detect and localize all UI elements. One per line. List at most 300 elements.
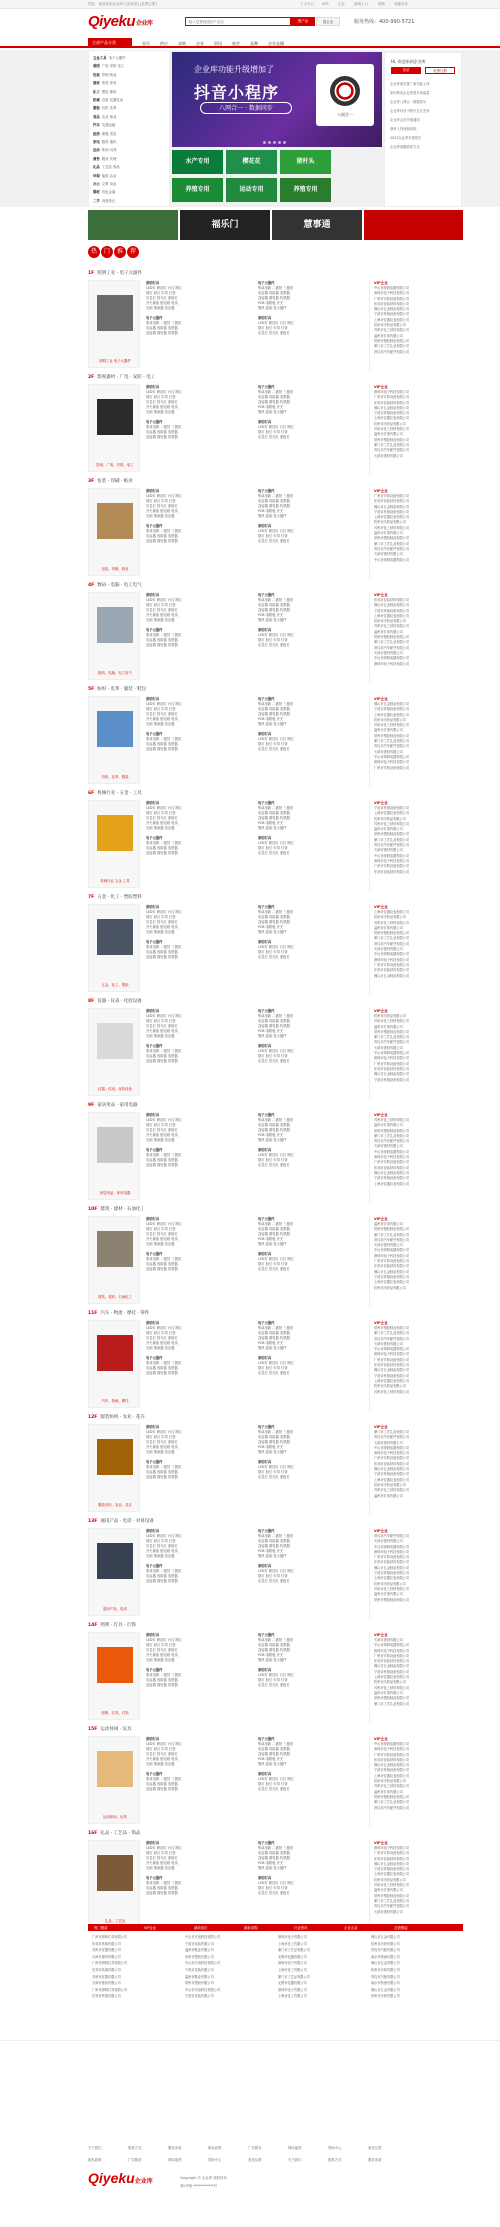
keyword-line[interactable]: LED灯 吸顶灯 台灯 路灯 [146, 494, 182, 498]
keyword-line[interactable]: 应急灯 投光灯 面板灯 [146, 920, 178, 924]
keyword-line[interactable]: PCB 电路板 开关 [258, 1653, 284, 1657]
keyword-line[interactable]: 应急灯 投光灯 面板灯 [258, 643, 290, 647]
keyword-line[interactable]: 电容器 电阻器 电感器 [258, 1227, 290, 1231]
keyword-line[interactable]: 连接器 继电器 传感器 [146, 643, 178, 647]
column-heading[interactable]: 电子元器件 [258, 1009, 275, 1013]
keyword-line[interactable]: 连接器 继电器 传感器 [258, 1856, 290, 1860]
keyword-line[interactable]: 筒灯 射灯 灯带 灯管 [146, 603, 176, 607]
keyword-line[interactable]: 连接器 继电器 传感器 [258, 1024, 290, 1028]
company-link[interactable]: 青岛市汽配有限公司 [371, 1974, 400, 1979]
company-link[interactable]: 杭州市纺织有限公司 [371, 1994, 400, 1999]
column-heading[interactable]: 电子元器件 [258, 281, 275, 285]
keyword-line[interactable]: 电容器 电阻器 电感器 [146, 326, 178, 330]
supplier-link[interactable]: 杭州市纺织品有限公司 [374, 1680, 406, 1685]
supplier-link[interactable]: 广州市安防设备有限公司 [374, 1456, 410, 1461]
keyword-line[interactable]: 应急灯 投光灯 面板灯 [258, 1267, 290, 1271]
company-link[interactable]: 常州市塑胶有限公司 [185, 1954, 214, 1959]
keyword-line[interactable]: LED灯 吸顶灯 台灯 路灯 [146, 702, 182, 706]
footer-link[interactable]: 广告服务 [248, 2146, 262, 2150]
keyword-line[interactable]: 集成电路 二极管 三极管 [146, 425, 182, 429]
keyword-line[interactable]: 筒灯 射灯 灯带 灯管 [258, 638, 288, 642]
supplier-link[interactable]: 深圳市电子科技有限公司 [374, 390, 410, 394]
footer-link[interactable]: 联系方式 [328, 2158, 342, 2162]
keyword-line[interactable]: 光源 镇流器 变压器 [146, 306, 175, 310]
footer-link[interactable]: 帮助中心 [328, 2146, 342, 2150]
column-heading[interactable]: 照明灯具 [146, 1425, 160, 1429]
keyword-line[interactable]: PCB 电路板 开关 [258, 1029, 284, 1033]
keyword-line[interactable]: 集成电路 二极管 三极管 [258, 1118, 294, 1122]
keyword-line[interactable]: 集成电路 二极管 三极管 [258, 598, 294, 602]
company-link[interactable]: 温州市鞋业有限公司 [185, 1974, 214, 1979]
supplier-link[interactable]: 天津市建材有限公司 [374, 1045, 403, 1050]
column-heading[interactable]: 电子元器件 [258, 1217, 275, 1221]
keyword-line[interactable]: 应急灯 投光灯 面板灯 [258, 539, 290, 543]
keyword-line[interactable]: 模块 晶振 显示器件 [258, 1138, 287, 1142]
company-link[interactable]: 厦门市工艺品有限公司 [278, 1974, 310, 1979]
supplier-link[interactable]: 佛山市五金制品有限公司 [374, 1072, 410, 1077]
company-link[interactable]: 深圳市电子有限公司 [278, 1961, 307, 1966]
supplier-link[interactable]: 常州市塑胶制品有限公司 [374, 1326, 410, 1330]
keyword-line[interactable]: LED灯 吸顶灯 台灯 路灯 [258, 945, 294, 949]
keyword-line[interactable]: 光源 镇流器 变压器 [146, 722, 175, 726]
company-link[interactable]: 东莞市机械有限公司 [92, 1941, 121, 1946]
keyword-line[interactable]: 应急灯 投光灯 面板灯 [146, 504, 178, 508]
column-heading[interactable]: 照明灯具 [258, 732, 272, 736]
keyword-line[interactable]: 光源 镇流器 变压器 [146, 1762, 175, 1766]
floor-image[interactable] [88, 1320, 140, 1408]
column-heading[interactable]: 照明灯具 [146, 281, 160, 285]
links-tab[interactable]: 友情链接 [394, 1926, 408, 1930]
keyword-line[interactable]: 集成电路 二极管 三极管 [258, 390, 294, 394]
keyword-line[interactable]: 光源 镇流器 变压器 [146, 618, 175, 622]
supplier-link[interactable]: 青岛市汽车配件有限公司 [374, 546, 410, 551]
keyword-line[interactable]: 应急灯 投光灯 面板灯 [146, 1336, 178, 1340]
column-heading[interactable]: 照明灯具 [146, 593, 160, 597]
keyword-line[interactable]: LED灯 吸顶灯 台灯 路灯 [258, 321, 294, 325]
company-link[interactable]: 宁波市包装有限公司 [185, 1941, 214, 1946]
supplier-link[interactable]: 常州市塑胶制品有限公司 [374, 437, 410, 442]
supplier-link[interactable]: 天津市建材有限公司 [374, 1909, 403, 1914]
keyword-line[interactable]: LED灯 吸顶灯 台灯 路灯 [146, 1118, 182, 1122]
keyword-line[interactable]: 连接器 继电器 传感器 [258, 920, 290, 924]
supplier-link[interactable]: 温州市灯饰有限公司 [374, 1123, 403, 1128]
keyword-line[interactable]: 光源 镇流器 变压器 [146, 1866, 175, 1870]
supplier-link[interactable]: 苏州市化工材料有限公司 [374, 427, 410, 432]
supplier-link[interactable]: 广州市安防设备有限公司 [374, 1653, 410, 1658]
column-heading[interactable]: 照明灯具 [258, 420, 272, 424]
keyword-line[interactable]: LED灯 吸顶灯 台灯 路灯 [146, 1222, 182, 1226]
keyword-line[interactable]: 连接器 继电器 传感器 [146, 331, 178, 335]
supplier-link[interactable]: 杭州市纺织品有限公司 [374, 323, 406, 328]
supplier-link[interactable]: 苏州市化工材料有限公司 [374, 1784, 410, 1789]
footer-link[interactable]: 联系方式 [128, 2146, 142, 2150]
keyword-line[interactable]: 光源 镇流器 变压器 [146, 1242, 175, 1246]
supplier-link[interactable]: 常州市塑胶制品有限公司 [374, 1794, 410, 1799]
company-link[interactable]: 佛山市五金有限公司 [371, 1935, 400, 1939]
supplier-link[interactable]: 中山市照明电器有限公司 [374, 1544, 410, 1549]
supplier-link[interactable]: 厦门市工艺礼品有限公司 [374, 936, 410, 941]
supplier-link[interactable]: 深圳市电子科技有限公司 [374, 1155, 410, 1160]
keyword-line[interactable]: 开关插座 配电箱 电线 [146, 717, 178, 721]
news-link[interactable]: 商家入驻流程说明 [390, 127, 417, 131]
supplier-link[interactable]: 天津市建材有限公司 [374, 650, 403, 655]
supplier-link[interactable]: 苏州市化工材料有限公司 [374, 920, 410, 925]
keyword-line[interactable]: 应急灯 投光灯 面板灯 [146, 1024, 178, 1028]
supplier-link[interactable]: 宁波市机械设备有限公司 [374, 1077, 410, 1082]
company-link[interactable]: 南京市物流有限公司 [371, 1981, 400, 1986]
column-heading[interactable]: 电子元器件 [146, 940, 163, 944]
keyword-line[interactable]: 应急灯 投光灯 面板灯 [258, 1163, 290, 1167]
keyword-line[interactable]: 筒灯 射灯 灯带 灯管 [146, 1643, 176, 1647]
keyword-line[interactable]: 集成电路 二极管 三极管 [258, 702, 294, 706]
supplier-link[interactable]: 佛山市五金制品有限公司 [374, 1368, 410, 1373]
supplier-link[interactable]: 深圳市电子科技有限公司 [374, 1846, 410, 1850]
nav-item-brand[interactable]: 品牌 [250, 41, 258, 46]
supplier-link[interactable]: 苏州市化工材料有限公司 [374, 1019, 410, 1024]
keyword-line[interactable]: LED灯 吸顶灯 台灯 路灯 [258, 1881, 294, 1885]
keyword-line[interactable]: 集成电路 二极管 三极管 [146, 1361, 182, 1365]
keyword-line[interactable]: 筒灯 射灯 灯带 灯管 [146, 707, 176, 711]
supplier-link[interactable]: 天津市建材有限公司 [374, 1243, 403, 1248]
keyword-line[interactable]: PCB 电路板 开关 [258, 1237, 284, 1241]
supplier-link[interactable]: 佛山市五金制品有限公司 [374, 973, 410, 978]
supplier-link[interactable]: 天津市建材有限公司 [374, 848, 403, 853]
supplier-link[interactable]: 深圳市电子科技有限公司 [374, 1352, 410, 1357]
keyword-line[interactable]: 筒灯 射灯 灯带 灯管 [258, 1054, 288, 1058]
supplier-link[interactable]: 青岛市汽车配件有限公司 [374, 645, 410, 650]
supplier-link[interactable]: 杭州市纺织品有限公司 [374, 1014, 406, 1018]
promo-tile[interactable]: 水产专用 [172, 150, 223, 174]
keyword-line[interactable]: 连接器 继电器 传感器 [258, 296, 290, 300]
supplier-link[interactable]: 常州市塑胶制品有限公司 [374, 1597, 410, 1602]
keyword-line[interactable]: PCB 电路板 开关 [258, 925, 284, 929]
keyword-line[interactable]: 集成电路 二极管 三极管 [258, 1430, 294, 1434]
keyword-line[interactable]: 应急灯 投光灯 面板灯 [258, 1059, 290, 1063]
keyword-line[interactable]: 连接器 继电器 传感器 [146, 1267, 178, 1271]
column-heading[interactable]: 照明灯具 [258, 1044, 272, 1048]
keyword-line[interactable]: 连接器 继电器 传感器 [258, 1128, 290, 1132]
footer-link[interactable]: 关于我们 [88, 2146, 102, 2150]
column-heading[interactable]: 照明灯具 [146, 1113, 160, 1117]
supplier-link[interactable]: 苏州市化工材料有限公司 [374, 525, 410, 530]
keyword-line[interactable]: 集成电路 二极管 三极管 [146, 1465, 182, 1469]
floor-image[interactable] [88, 904, 140, 992]
promo-tile[interactable]: 养殖专用 [280, 178, 331, 202]
column-heading[interactable]: 照明灯具 [146, 1737, 160, 1741]
keyword-line[interactable]: 连接器 继电器 传感器 [146, 955, 178, 959]
supplier-link[interactable]: 佛山市五金制品有限公司 [374, 1861, 410, 1866]
supplier-link[interactable]: 青岛市汽车配件有限公司 [374, 1139, 410, 1144]
supplier-link[interactable]: 广州市安防设备有限公司 [374, 395, 410, 400]
supplier-link[interactable]: 温州市灯饰有限公司 [374, 925, 403, 930]
supplier-link[interactable]: 深圳市电子科技有限公司 [374, 1451, 410, 1456]
keyword-line[interactable]: 应急灯 投光灯 面板灯 [258, 851, 290, 855]
keyword-line[interactable]: LED灯 吸顶灯 台灯 路灯 [146, 1430, 182, 1434]
column-heading[interactable]: 照明灯具 [258, 940, 272, 944]
floor-image[interactable] [88, 800, 140, 888]
supplier-link[interactable]: 杭州市纺织品有限公司 [374, 1482, 406, 1487]
keyword-line[interactable]: 集成电路 二极管 三极管 [258, 806, 294, 810]
column-heading[interactable]: 照明灯具 [258, 628, 272, 632]
ad-banner[interactable] [364, 210, 463, 240]
footer-link[interactable]: 意见反馈 [368, 2146, 382, 2150]
footer-link[interactable]: 隐私政策 [88, 2158, 102, 2162]
supplier-link[interactable]: 青岛市汽车配件有限公司 [374, 1904, 410, 1909]
column-heading[interactable]: 电子元器件 [258, 905, 275, 909]
keyword-line[interactable]: 筒灯 射灯 灯带 灯管 [146, 1435, 176, 1439]
floor-image[interactable] [88, 280, 140, 368]
keyword-line[interactable]: 光源 镇流器 变压器 [146, 1450, 175, 1454]
keyword-line[interactable]: 开关插座 配电箱 电线 [146, 405, 178, 409]
keyword-line[interactable]: 模块 晶振 显示器件 [258, 826, 287, 830]
keyword-line[interactable]: 应急灯 投光灯 面板灯 [258, 955, 290, 959]
news-link[interactable]: 企业库黄页推广新功能上线 [390, 82, 430, 86]
category-item[interactable] [93, 55, 126, 60]
links-tab[interactable]: 企业名录 [344, 1926, 358, 1930]
supplier-link[interactable]: 厦门市工艺礼品有限公司 [374, 1701, 410, 1706]
supplier-link[interactable]: 温州市灯饰有限公司 [374, 827, 403, 832]
links-tab[interactable]: 最新求购 [244, 1926, 258, 1930]
supplier-link[interactable]: 上海市仪器仪表有限公司 [374, 811, 410, 816]
keyword-line[interactable]: 电容器 电阻器 电感器 [258, 291, 290, 295]
supplier-link[interactable]: 东莞市包装材料有限公司 [374, 1856, 410, 1861]
company-link[interactable]: 青岛市汽配有限公司 [371, 1948, 400, 1953]
column-heading[interactable]: 照明灯具 [146, 1633, 160, 1637]
supplier-link[interactable]: 佛山市五金制品有限公司 [374, 702, 410, 706]
keyword-line[interactable]: 模块 晶振 显示器件 [258, 1658, 287, 1662]
keyword-line[interactable]: 应急灯 投光灯 面板灯 [146, 1648, 178, 1652]
supplier-link[interactable]: 天津市建材有限公司 [374, 1539, 403, 1544]
news-link[interactable]: 2023企业库年度报告 [390, 136, 422, 140]
keyword-line[interactable]: LED灯 吸顶灯 台灯 路灯 [146, 390, 182, 394]
keyword-line[interactable]: LED灯 吸顶灯 台灯 路灯 [258, 1465, 294, 1469]
keyword-line[interactable]: 筒灯 射灯 灯带 灯管 [146, 1227, 176, 1231]
news-link[interactable]: 如何利用企业库提升询盘量 [390, 91, 430, 95]
keyword-line[interactable]: 筒灯 射灯 灯带 灯管 [258, 1886, 288, 1890]
topbar-link-5[interactable]: 帮助 [378, 2, 385, 6]
keyword-line[interactable]: 电容器 电阻器 电感器 [258, 1123, 290, 1127]
supplier-link[interactable]: 苏州市化工材料有限公司 [374, 1118, 410, 1122]
keyword-line[interactable]: LED灯 吸顶灯 台灯 路灯 [146, 286, 182, 290]
keyword-line[interactable]: 应急灯 投光灯 面板灯 [146, 1232, 178, 1236]
nav-item-live[interactable]: 企业直播 [268, 41, 284, 46]
category-item[interactable] [93, 114, 116, 119]
keyword-line[interactable]: 电容器 电阻器 电感器 [146, 742, 178, 746]
keyword-line[interactable]: 电容器 电阻器 电感器 [258, 603, 290, 607]
column-heading[interactable]: 电子元器件 [258, 1113, 275, 1117]
supplier-link[interactable]: 中山市照明电器有限公司 [374, 952, 410, 957]
floor-image[interactable] [88, 1528, 140, 1616]
keyword-line[interactable]: PCB 电路板 开关 [258, 405, 284, 409]
column-heading[interactable]: 照明灯具 [146, 489, 160, 493]
supplier-link[interactable]: 青岛市汽车配件有限公司 [374, 1534, 410, 1538]
keyword-line[interactable]: 电容器 电阻器 电感器 [146, 846, 178, 850]
column-heading[interactable]: 照明灯具 [258, 524, 272, 528]
company-link[interactable]: 南京市物流有限公司 [371, 1954, 400, 1959]
keyword-line[interactable]: 应急灯 投光灯 面板灯 [146, 400, 178, 404]
main-banner[interactable] [172, 52, 382, 147]
supplier-link[interactable]: 东莞市包装材料有限公司 [374, 301, 410, 306]
supplier-link[interactable]: 上海市仪器仪表有限公司 [374, 712, 410, 717]
keyword-line[interactable]: PCB 电路板 开关 [258, 1341, 284, 1345]
keyword-line[interactable]: 筒灯 射灯 灯带 灯管 [146, 1539, 176, 1543]
company-link[interactable]: 无锡市电器有限公司 [278, 1954, 307, 1959]
column-heading[interactable]: 照明灯具 [146, 801, 160, 805]
supplier-link[interactable]: 苏州市化工材料有限公司 [374, 328, 410, 333]
floor-image[interactable] [88, 592, 140, 680]
column-heading[interactable]: 电子元器件 [146, 1564, 163, 1568]
news-link[interactable]: 企业库客服联系方式 [390, 145, 420, 149]
company-link[interactable]: 常州市塑胶有限公司 [185, 1981, 214, 1986]
keyword-line[interactable]: 电容器 电阻器 电感器 [146, 534, 178, 538]
keyword-line[interactable]: 集成电路 二极管 三极管 [146, 1881, 182, 1885]
supplier-link[interactable]: 上海市仪器仪表有限公司 [374, 1477, 410, 1482]
supplier-link[interactable]: 中山市照明电器有限公司 [374, 1248, 410, 1253]
supplier-link[interactable]: 东莞市包装材料有限公司 [374, 1066, 410, 1071]
supplier-link[interactable]: 深圳市电子科技有限公司 [374, 1747, 410, 1752]
keyword-line[interactable]: 电容器 电阻器 电感器 [146, 430, 178, 434]
supplier-link[interactable]: 宁波市机械设备有限公司 [374, 806, 410, 810]
keyword-line[interactable]: 集成电路 二极管 三极管 [258, 1222, 294, 1226]
footer-link[interactable]: 广告服务 [128, 2158, 142, 2162]
keyword-line[interactable]: LED灯 吸顶灯 台灯 路灯 [146, 1534, 182, 1538]
ad-banner[interactable]: 慧事通 [272, 210, 362, 240]
supplier-link[interactable]: 广州市安防设备有限公司 [374, 296, 410, 301]
supplier-link[interactable]: 温州市灯饰有限公司 [374, 1690, 403, 1695]
column-heading[interactable]: 电子元器件 [146, 628, 163, 632]
supplier-link[interactable]: 广州市安防设备有限公司 [374, 864, 410, 869]
column-heading[interactable]: 电子元器件 [146, 1876, 163, 1880]
supplier-link[interactable]: 苏州市化工材料有限公司 [374, 821, 410, 826]
keyword-line[interactable]: 模块 晶振 显示器件 [258, 722, 287, 726]
supplier-link[interactable]: 温州市灯饰有限公司 [374, 1024, 403, 1029]
keyword-line[interactable]: 应急灯 投光灯 面板灯 [146, 296, 178, 300]
keyword-line[interactable]: 连接器 继电器 传感器 [146, 1683, 178, 1687]
footer-link[interactable]: 帮助中心 [208, 2158, 222, 2162]
keyword-line[interactable]: 开关插座 配电箱 电线 [146, 613, 178, 617]
company-link[interactable]: 深圳市电子有限公司 [278, 1935, 307, 1939]
keyword-line[interactable]: 连接器 继电器 传感器 [146, 747, 178, 751]
promo-tile[interactable]: 猪杆头 [280, 150, 331, 174]
column-heading[interactable]: 电子元器件 [146, 1460, 163, 1464]
keyword-line[interactable]: PCB 电路板 开关 [258, 1445, 284, 1449]
column-heading[interactable]: 电子元器件 [258, 1321, 275, 1325]
column-heading[interactable]: 电子元器件 [258, 1841, 275, 1845]
column-heading[interactable]: 电子元器件 [146, 732, 163, 736]
supplier-link[interactable]: 温州市灯饰有限公司 [374, 531, 403, 536]
supplier-link[interactable]: 佛山市五金制品有限公司 [374, 1170, 410, 1175]
supplier-link[interactable]: 厦门市工艺礼品有限公司 [374, 541, 410, 546]
links-tab[interactable]: VIP企业 [144, 1926, 157, 1930]
keyword-line[interactable]: PCB 电路板 开关 [258, 1757, 284, 1761]
keyword-line[interactable]: 连接器 继电器 传感器 [146, 539, 178, 543]
column-heading[interactable]: 电子元器件 [146, 1148, 163, 1152]
supplier-link[interactable]: 宁波市机械设备有限公司 [374, 1472, 410, 1477]
company-link[interactable]: 无锡市电器有限公司 [278, 1981, 307, 1986]
supplier-link[interactable]: 中山市照明电器有限公司 [374, 656, 410, 661]
supplier-link[interactable]: 厦门市工艺礼品有限公司 [374, 1035, 410, 1040]
column-heading[interactable]: 电子元器件 [258, 593, 275, 597]
keyword-line[interactable]: 模块 晶振 显示器件 [258, 1554, 287, 1558]
keyword-line[interactable]: 应急灯 投光灯 面板灯 [258, 435, 290, 439]
supplier-link[interactable]: 宁波市机械设备有限公司 [374, 707, 410, 712]
keyword-line[interactable]: 电容器 电阻器 电感器 [258, 1747, 290, 1751]
keyword-line[interactable]: 集成电路 二极管 三极管 [146, 945, 182, 949]
supplier-link[interactable]: 宁波市机械设备有限公司 [374, 1176, 410, 1181]
column-heading[interactable]: 照明灯具 [258, 1772, 272, 1776]
keyword-line[interactable]: 开关插座 配电箱 电线 [146, 509, 178, 513]
column-heading[interactable]: 照明灯具 [146, 1217, 160, 1221]
supplier-link[interactable]: 广州市安防设备有限公司 [374, 1555, 410, 1560]
supplier-link[interactable]: 常州市塑胶制品有限公司 [374, 536, 410, 541]
keyword-line[interactable]: 集成电路 二极管 三极管 [146, 1673, 182, 1677]
keyword-line[interactable]: 筒灯 射灯 灯带 灯管 [146, 915, 176, 919]
category-item[interactable] [93, 89, 116, 94]
supplier-link[interactable]: 温州市灯饰有限公司 [374, 1222, 403, 1226]
keyword-line[interactable]: 集成电路 二极管 三极管 [146, 633, 182, 637]
keyword-line[interactable]: 筒灯 射灯 灯带 灯管 [258, 1678, 288, 1682]
supplier-link[interactable]: 厦门市工艺礼品有限公司 [374, 837, 410, 842]
supplier-link[interactable]: 天津市建材有限公司 [374, 1341, 403, 1346]
keyword-line[interactable]: 集成电路 二极管 三极管 [146, 1777, 182, 1781]
supplier-link[interactable]: 厦门市工艺礼品有限公司 [374, 640, 410, 645]
column-heading[interactable]: 照明灯具 [146, 697, 160, 701]
supplier-link[interactable]: 东莞市包装材料有限公司 [374, 598, 410, 602]
supplier-link[interactable]: 深圳市电子科技有限公司 [374, 1056, 410, 1061]
topbar-link-3[interactable]: 企业 [338, 2, 345, 6]
keyword-line[interactable]: 连接器 继电器 传感器 [258, 816, 290, 820]
column-heading[interactable]: 电子元器件 [258, 801, 275, 805]
supplier-link[interactable]: 常州市塑胶制品有限公司 [374, 1128, 410, 1133]
supplier-link[interactable]: 常州市塑胶制品有限公司 [374, 635, 410, 640]
keyword-line[interactable]: 连接器 继电器 传感器 [258, 712, 290, 716]
column-heading[interactable]: 照明灯具 [258, 1356, 272, 1360]
supplier-link[interactable]: 东莞市包装材料有限公司 [374, 1659, 410, 1664]
login-button[interactable]: 登录 [391, 67, 421, 74]
company-link[interactable]: 广州市照明灯具有限公司 [92, 1935, 128, 1939]
site-logo[interactable] [88, 13, 153, 30]
keyword-line[interactable]: LED灯 吸顶灯 台灯 路灯 [258, 841, 294, 845]
keyword-line[interactable]: LED灯 吸顶灯 台灯 路灯 [146, 598, 182, 602]
keyword-line[interactable]: 集成电路 二极管 三极管 [146, 321, 182, 325]
keyword-line[interactable]: 连接器 继电器 传感器 [146, 1579, 178, 1583]
supplier-link[interactable]: 天津市建材有限公司 [374, 552, 403, 557]
topbar-link-4[interactable]: 商城入口 [354, 2, 368, 6]
keyword-line[interactable]: PCB 电路板 开关 [258, 1861, 284, 1865]
category-item[interactable] [93, 80, 116, 85]
floor-image[interactable] [88, 1424, 140, 1512]
column-heading[interactable]: 照明灯具 [146, 385, 160, 389]
supplier-link[interactable]: 佛山市五金制品有限公司 [374, 405, 410, 410]
nav-item-company[interactable]: 企业 [196, 41, 204, 46]
keyword-line[interactable]: 模块 晶振 显示器件 [258, 514, 287, 518]
keyword-line[interactable]: LED灯 吸顶灯 台灯 路灯 [146, 806, 182, 810]
floor-image[interactable] [88, 1632, 140, 1720]
keyword-line[interactable]: 光源 镇流器 变压器 [146, 1658, 175, 1662]
keyword-line[interactable]: 电容器 电阻器 电感器 [258, 1019, 290, 1023]
supplier-link[interactable]: 广州市安防设备有限公司 [374, 1160, 410, 1165]
company-link[interactable]: 中山市光电科技有限公司 [185, 1961, 221, 1966]
supplier-link[interactable]: 东莞市包装材料有限公司 [374, 1560, 410, 1565]
keyword-line[interactable]: 筒灯 射灯 灯带 灯管 [146, 1123, 176, 1127]
floor-image[interactable] [88, 1216, 140, 1304]
keyword-line[interactable]: 集成电路 二极管 三极管 [258, 1326, 294, 1330]
keyword-line[interactable]: 光源 镇流器 变压器 [146, 826, 175, 830]
company-link[interactable]: 厦门市工艺品有限公司 [278, 1948, 310, 1953]
keyword-line[interactable]: 应急灯 投光灯 面板灯 [146, 816, 178, 820]
keyword-line[interactable]: 连接器 继电器 传感器 [258, 1752, 290, 1756]
keyword-line[interactable]: 电容器 电阻器 电感器 [146, 950, 178, 954]
